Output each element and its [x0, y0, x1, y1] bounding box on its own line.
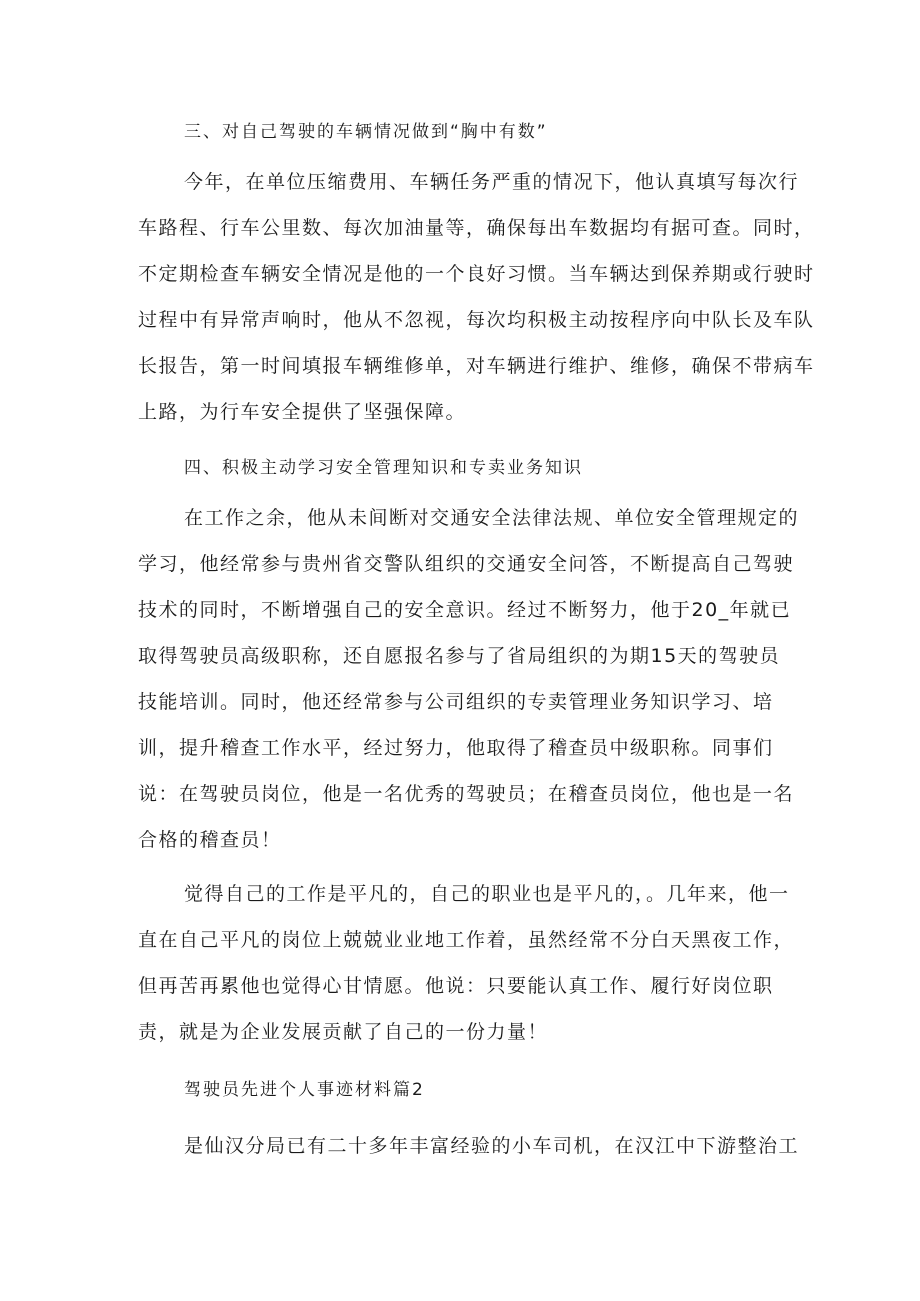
- paragraph-line: 长报告，第一时间填报车辆维修单，对车辆进行维护、维修，确保不带病车: [138, 355, 815, 377]
- paragraph-line: 直在自己平凡的岗位上兢兢业业地工作着，虽然经常不分白天黑夜工作，: [138, 929, 795, 951]
- paragraph-line: 过程中有异常声响时，他从不忽视，每次均积极主动按程序向中队长及车队: [138, 309, 815, 331]
- paragraph-line: 觉得自己的工作是平凡的，自己的职业也是平凡的，。几年来，他一: [184, 883, 790, 905]
- paragraph-line: 不定期检查车辆安全情况是他的一个良好习惯。当车辆达到保养期或行驶时: [138, 263, 815, 285]
- paragraph-line: 但再苦再累他也觉得心甘情愿。他说：只要能认真工作、履行好岗位职: [138, 975, 774, 997]
- paragraph-line: 车路程、行车公里数、每次加油量等，确保每出车数据均有据可查。同时，: [138, 217, 815, 239]
- paragraph-line: 说：在驾驶员岗位，他是一名优秀的驾驶员；在稽查员岗位，他也是一名: [138, 783, 795, 805]
- paragraph-line: 在工作之余，他从未间断对交通安全法律法规、单位安全管理规定的: [184, 507, 800, 529]
- paragraph-line: 取得驾驶员高级职称，还自愿报名参与了省局组织的为期15天的驾驶员: [138, 645, 781, 667]
- paragraph-line: 合格的稽查员！: [138, 829, 282, 851]
- paragraph-line: 责，就是为企业发展贡献了自己的一份力量！: [138, 1021, 549, 1043]
- paragraph-line: 是仙汉分局已有二十多年丰富经验的小车司机，在汉江中下游整治工: [184, 1135, 800, 1157]
- paragraph-line: 训，提升稽查工作水平，经过努力，他取得了稽查员中级职称。同事们: [138, 737, 774, 759]
- paragraph-line: 今年，在单位压缩费用、车辆任务严重的情况下，他认真填写每次行: [184, 171, 800, 193]
- paragraph-line: 技能培训。同时，他还经常参与公司组织的专卖管理业务知识学习、培: [138, 691, 774, 713]
- paragraph-line: 技术的同时，不断增强自己的安全意识。经过不断努力，他于20_年就已: [138, 599, 792, 621]
- article-2-title: 驾驶员先进个人事迹材料篇2: [184, 1080, 425, 1100]
- paragraph-line: 上路，为行车安全提供了坚强保障。: [138, 401, 467, 423]
- paragraph-line: 学习，他经常参与贵州省交警队组织的交通安全问答，不断提高自己驾驶: [138, 553, 795, 575]
- section-4-heading: 四、积极主动学习安全管理知识和专卖业务知识: [184, 458, 583, 478]
- section-3-heading: 三、对自己驾驶的车辆情况做到“胸中有数”: [184, 122, 548, 142]
